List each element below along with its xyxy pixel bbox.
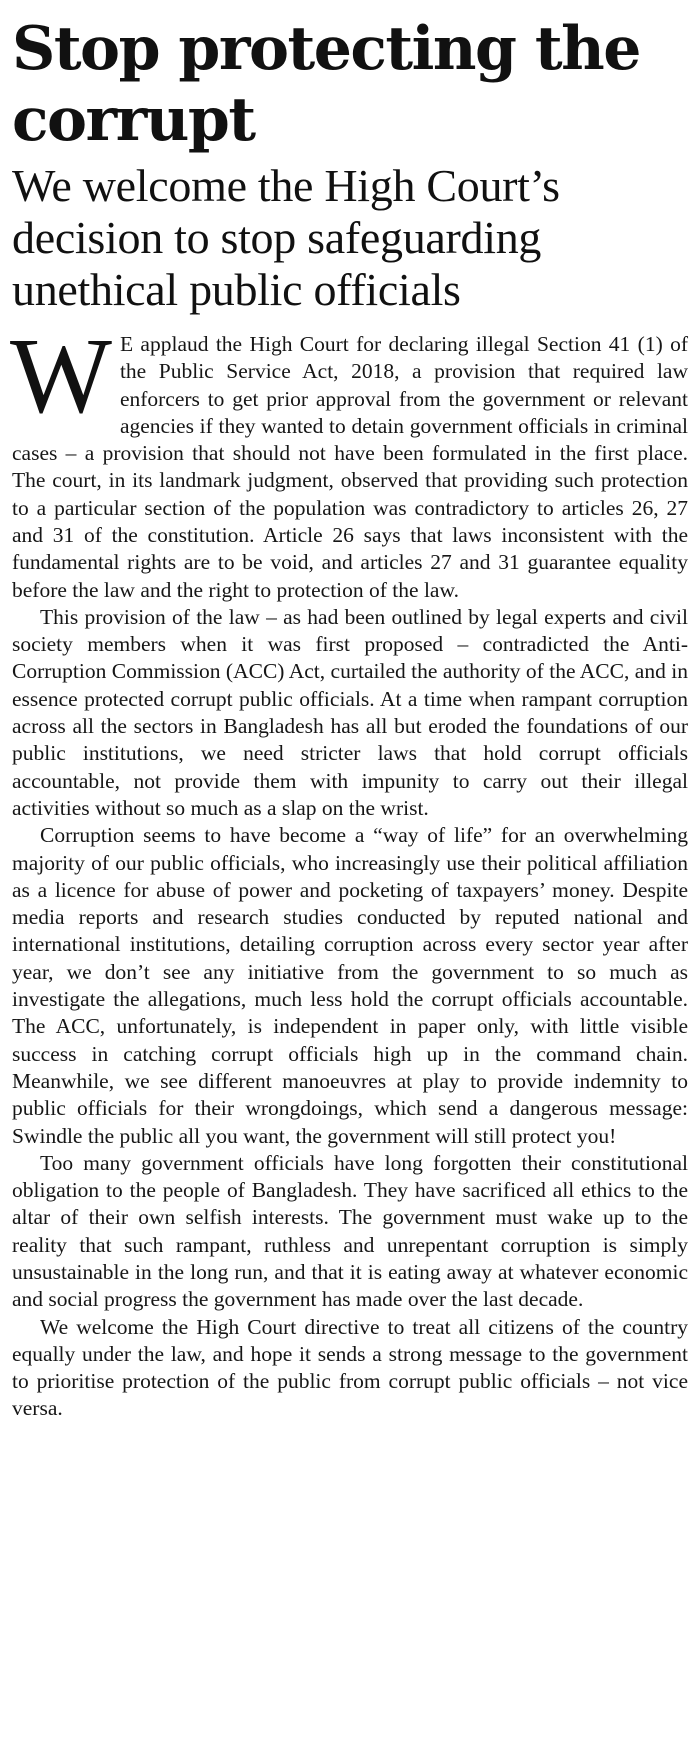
- headline: Stop protecting the corrupt: [12, 14, 640, 155]
- paragraph-5: We welcome the High Court directive to treat all citizens of the country equally under the law, and hope it sends a strong message to the government to prioritise protection of the public from corrupt public officials – not vice versa.: [12, 1314, 688, 1421]
- paragraph-1-text: E applaud the High Court for declaring illegal Section 41 (1) of the Public Service Act, 2018, a provision that required law enforcers to get prior approval from the government or relevant agencies if they wanted to detain government officials in criminal cases – a provision that should not have been formulated in the first place. The court, in its landmark judgment, observed that providing such protection to a particular section of the population was contradictory to articles 26, 27 and 31 of the constitution. Article 26 says that laws inconsistent with the fundamental rights are to be void, and articles 27 and 31 guarantee equality before the law and the right to protection of the law.: [12, 331, 688, 602]
- paragraph-1: [10, 316, 688, 604]
- paragraph-3: Corruption seems to have become a “way of life” for an overwhelming majority of our public officials, who increasingly use their political affiliation as a licence for abuse of power and pocketing of taxpayers’ money. Despite media reports and research studies conducted by reputed national and international institutions, detailing corruption across every sector year after year, we don’t see any initiative from the government to so much as investigate the allegations, much less hold the corrupt officials accountable. The ACC, unfortunately, is independent in paper only, with little visible success in catching corrupt officials high up in the command chain. Meanwhile, we see different manoeuvres at play to provide indemnity to public officials for their wrongdoings, which send a dangerous message: Swindle the public all you want, the government will still protect you!: [12, 823, 688, 1148]
- paragraph-4: Too many government officials have long forgotten their constitutional obligation to the people of Bangladesh. They have sacrificed all ethics to the altar of their own selfish interests. The government must wake up to the reality that such rampant, ruthless and unrepentant corruption is simply unsustainable in the long run, and that it is eating away at whatever economic and social progress the government has made over the last decade.: [12, 1150, 688, 1312]
- paragraph-2: This provision of the law – as had been outlined by legal experts and civil society members when it was first proposed – contradicted the Anti-Corruption Commission (ACC) Act, curtailed the authority of the ACC, and in essence protected corrupt public officials. At a time when rampant corruption across all the sectors in Bangladesh has all but eroded the foundations of our public institutions, we need stricter laws that hold corrupt officials accountable, not provide them with impunity to carry out their illegal activities without so much as a slap on the wrist.: [12, 604, 688, 820]
- subheadline: We welcome the High Court’s decision to stop safeguarding unethical public officials: [12, 159, 560, 316]
- drop-cap: W: [10, 316, 112, 436]
- article-body: [10, 316, 688, 1423]
